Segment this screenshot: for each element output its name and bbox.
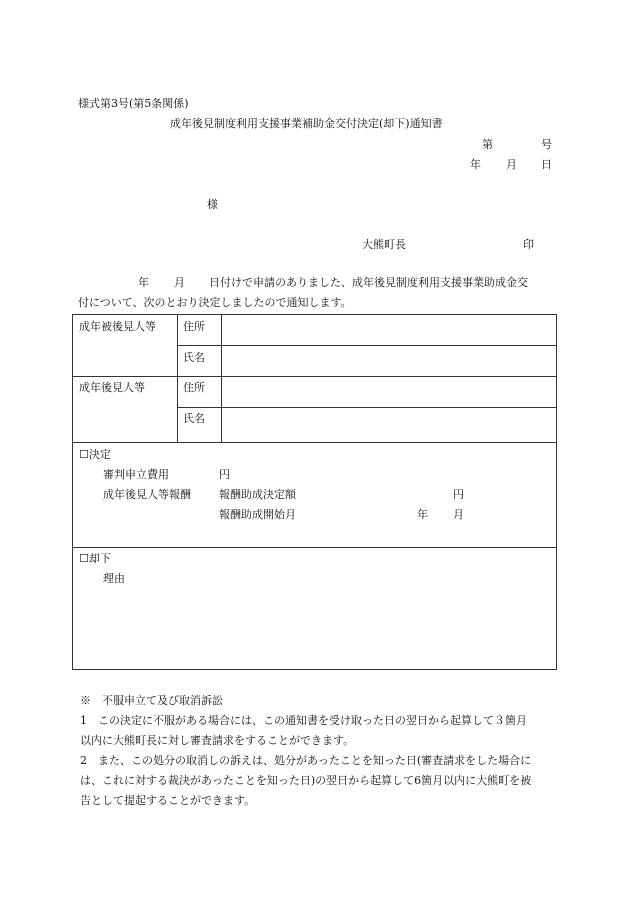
- addressee-suffix: 様: [207, 198, 218, 211]
- reason-label: 理由: [103, 572, 125, 585]
- issuer: 大熊町長: [362, 238, 406, 251]
- remuneration-amount-unit: 円: [453, 488, 464, 501]
- row-divider: [73, 376, 556, 377]
- number-prefix: 第: [482, 138, 493, 151]
- note-2-line-2: は、これに対する裁決があったことを知った日)の翌日から起算して6箇月以内に大熊町を被: [80, 774, 532, 787]
- remuneration-start-label: 報酬助成開始月: [219, 508, 296, 521]
- number-suffix: 号: [541, 138, 552, 151]
- ward-name-label: 氏名: [183, 351, 205, 364]
- row-divider: [177, 345, 556, 346]
- remuneration-label: 成年後見人等報酬: [103, 488, 191, 501]
- guardian-address-label: 住所: [183, 381, 205, 394]
- guardian-label: 成年後見人等: [79, 381, 145, 394]
- remuneration-amount-label: 報酬助成決定額: [219, 488, 296, 501]
- date-day: 日: [541, 158, 552, 171]
- date-month: 月: [506, 158, 517, 171]
- rejection-checkbox-label[interactable]: ☐却下: [79, 552, 111, 565]
- date-year: 年: [470, 158, 481, 171]
- row-divider: [177, 407, 556, 408]
- decision-table: [72, 314, 557, 670]
- body-year: 年: [138, 276, 149, 289]
- row-divider: [73, 442, 556, 443]
- note-1-line-1: 1 この決定に不服がある場合には、この通知書を受け取った日の翌日から起算して３箇月: [80, 714, 527, 727]
- row-divider: [73, 547, 556, 548]
- body-line1: 日付けで申請のありました、成年後見制度利用支援事業助成金交: [209, 276, 528, 289]
- ward-label: 成年被後見人等: [79, 320, 156, 333]
- body-month: 月: [174, 276, 185, 289]
- ward-address-label: 住所: [183, 320, 205, 333]
- note-1-line-2: 以内に大熊町長に対し審査請求をすることができます。: [80, 734, 355, 747]
- form-number: 様式第3号(第5条関係): [78, 97, 189, 110]
- column-divider: [221, 315, 222, 442]
- guardian-name-label: 氏名: [183, 412, 205, 425]
- fee-unit: 円: [219, 468, 230, 481]
- note-2-line-3: 告として提起することができます。: [80, 794, 256, 807]
- notes-heading: ※ 不服申立て及び取消訴訟: [80, 694, 223, 707]
- note-2-line-1: 2 また、この処分の取消しの訴えは、処分があったことを知った日(審査請求をした場合に: [80, 754, 532, 767]
- column-divider: [177, 315, 178, 442]
- seal-mark: 印: [523, 238, 534, 251]
- start-month: 月: [453, 508, 464, 521]
- fee-label: 審判申立費用: [103, 468, 169, 481]
- body-line2: 付について、次のとおり決定しましたので通知します。: [78, 296, 352, 309]
- start-year: 年: [417, 508, 428, 521]
- decision-checkbox-label[interactable]: ☐決定: [79, 448, 111, 461]
- document-title: 成年後見制度利用支援事業補助金交付決定(却下)通知書: [170, 117, 443, 130]
